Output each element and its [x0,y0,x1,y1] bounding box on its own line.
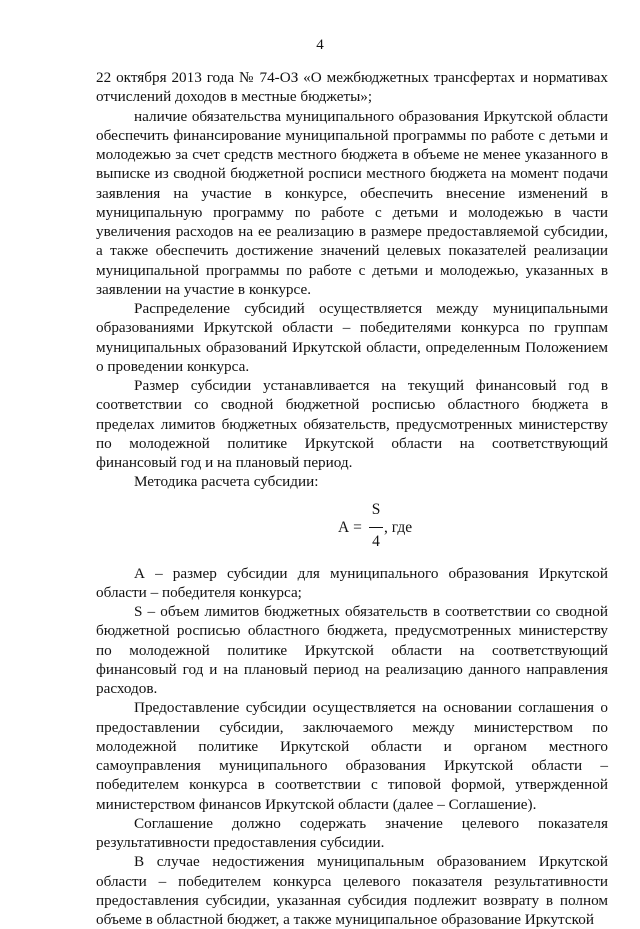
page-number: 4 [316,37,324,53]
paragraph-distribution: Распределение субсидий осуществляется между муниципальными образованиями Иркутской области – победителями конкурса по группам муниципальных образований Иркутской области, определенным Положением о проведении конкурса. [96,300,608,375]
paragraph-refund: В случае недостижения муниципальным образованием Иркутской области – победителем конкурса целевого показателя результативности предоставления субсидии, указанная субсидия подлежит возврату в полном объеме в областной бюджет, а также муниципальное образование Иркутской [96,853,608,928]
paragraph-subsidy-size: Размер субсидии устанавливается на текущий финансовый год в соответствии со сводной бюджетной росписью областного бюджета в пределах лимитов бюджетных обязательств, предусмотренных министерству по молодежной политике Иркутской области на соответствующий финансовый год и на плановый период. [96,377,608,471]
paragraph-agreement-content: Соглашение должно содержать значение целевого показателя результативности предоставления субсидии. [96,814,608,851]
paragraph-definition-a: А – размер субсидии для муниципального образования Иркутской области – победителя конкурса; [96,564,608,601]
formula-denominator: 4 [372,532,380,550]
body-text [96,68,608,929]
formula-numerator: S [371,500,381,518]
paragraph-definition-s: S – объем лимитов бюджетных обязательств в соответствии со сводной бюджетной росписью областного бюджета, предусмотренных министерству по молодежной политике Иркутской области на соответствующий финансовый год и на плановый период на реализацию данного направления расходов. [96,603,608,697]
paragraph-law-reference: 22 октября 2013 года № 74-ОЗ «О межбюджетных трансфертах и нормативах отчислений доходов в местные бюджеты»; [96,69,608,106]
formula-suffix: , где [384,518,413,536]
subsidy-formula [96,492,608,564]
paragraph-agreement: Предоставление субсидии осуществляется на основании соглашения о предоставлении субсидии, заключаемого между министерством по молодежной политике Иркутской области и органом местного самоуправления муниципального образования Иркутской области – победителем конкурса в соответствии с типовой формой, утвержденной министерством финансов Иркутской области (далее – Соглашение). [96,699,608,813]
paragraph-financing-obligation: наличие обязательства муниципального образования Иркутской области обеспечить финансирование муниципальной программы по работе с детьми и молодежью за счет средств местного бюджета в объеме не менее указанного в выписке из сводной бюджетной росписи местного бюджета на момент подачи заявления на участие в конкурсе, обеспечить внесение изменений в муниципальную программу по работе с детьми и молодежью в части увеличения расходов на ее реализацию в размере предоставляемой субсидии, а также обеспечить достижение значений целевых показателей реализации муниципальной программы по работе с детьми и молодежью, указанных в заявлении на участие в конкурсе. [96,107,608,298]
paragraph-method-heading: Методика расчета субсидии: [134,473,319,491]
formula-lhs: А = [338,518,362,536]
fraction-bar [369,527,383,528]
